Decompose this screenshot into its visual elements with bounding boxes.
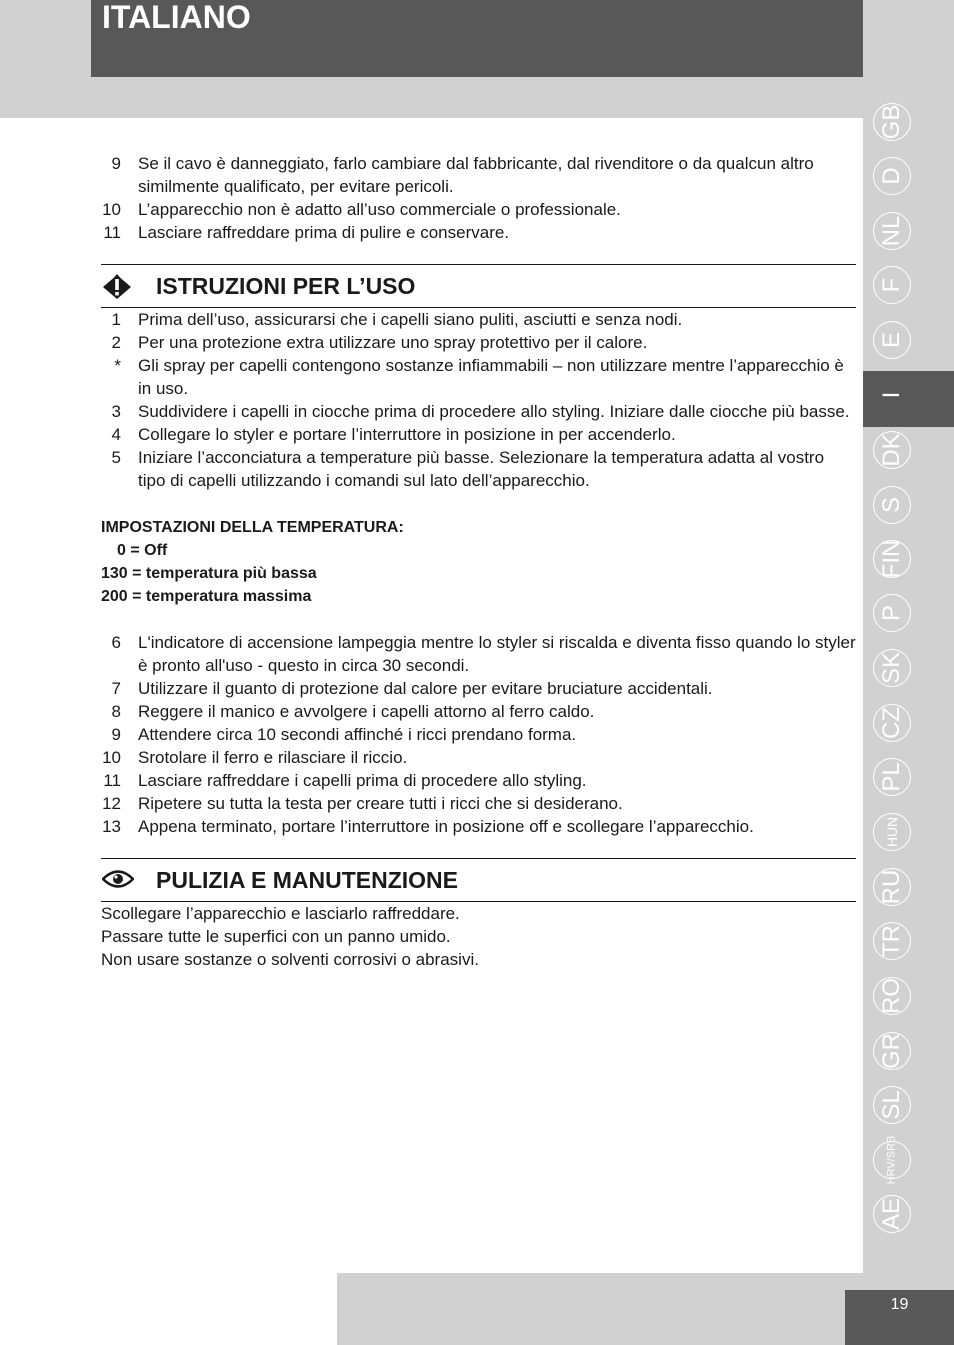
list-item-number: 11 — [103, 771, 121, 790]
language-tab-f[interactable] — [873, 266, 911, 304]
list-item-number: 4 — [111, 425, 121, 444]
language-tab-label: GB — [878, 104, 905, 140]
language-tab-gb[interactable] — [873, 103, 911, 141]
language-tab-i[interactable] — [873, 376, 911, 414]
temperature-off: 0 = Off — [117, 542, 168, 559]
list-item-text: Reggere il manico e avvolgere i capelli attorno al ferro caldo. — [138, 702, 595, 721]
list-item-text: Gli spray per capelli contengono sostanze infiammabili – non utilizzare mentre l’apparecchio è in uso. — [138, 356, 844, 398]
list-item-text: Srotolare il ferro e rilasciare il riccio. — [138, 748, 408, 767]
language-tab-label: F — [878, 277, 905, 293]
list-item-text: L'indicatore di accensione lampeggia mentre lo styler si riscalda e diventa fisso quando lo styler è pronto all'uso - questo in circa 30 secondi. — [138, 633, 856, 675]
list-item-number: 9 — [111, 154, 121, 173]
list-item-text: Ripetere su tutta la testa per creare tutti i ricci che si desiderano. — [138, 794, 623, 813]
list-item-text: Appena terminato, portare l’interruttore in posizione off e scollegare l’apparecchio. — [138, 817, 754, 836]
usage-list-continued — [101, 631, 856, 838]
intro-list — [101, 152, 856, 244]
list-item-number: 11 — [103, 223, 121, 242]
language-tab-fin[interactable] — [873, 540, 911, 578]
language-tab-label: NL — [878, 215, 905, 247]
list-item-text: Utilizzare il guanto di protezione dal calore per evitare bruciature accidentali. — [138, 679, 713, 698]
page-number: 19 — [890, 1296, 909, 1313]
list-item — [101, 331, 856, 354]
language-tab-d[interactable] — [873, 157, 911, 195]
language-tab-label: S — [878, 496, 905, 514]
list-item-text: Iniziare l’acconciatura a temperature più basse. Selezionare la temperatura adatta al vostro tipo di capelli utilizzando i comandi sul lato dell’apparecchio. — [138, 448, 825, 490]
language-tab-label: HRV/SRB — [885, 1135, 898, 1185]
language-tab-ae[interactable] — [873, 1195, 911, 1233]
warning-icon — [102, 274, 132, 300]
list-item — [101, 423, 856, 446]
language-tab-pl[interactable] — [873, 758, 911, 796]
language-tab-label: PL — [878, 762, 905, 792]
list-item — [101, 677, 856, 700]
language-tab-tr[interactable] — [873, 922, 911, 960]
language-tab-label: HUN — [884, 816, 900, 848]
list-item-text: Prima dell’uso, assicurarsi che i capelli siano puliti, asciutti e senza nodi. — [138, 310, 683, 329]
list-item-text: L’apparecchio non è adatto all’uso commerciale o professionale. — [138, 200, 621, 219]
language-tab-e[interactable] — [873, 321, 911, 359]
language-tab-gr[interactable] — [873, 1032, 911, 1070]
list-item — [101, 769, 856, 792]
list-item-number: 9 — [111, 725, 121, 744]
language-tab-s[interactable] — [873, 486, 911, 524]
language-tab-dk[interactable] — [873, 431, 911, 469]
list-item — [101, 723, 856, 746]
page-number-box — [845, 1290, 954, 1345]
language-tab-label: DK — [878, 433, 905, 467]
language-tab-label: RO — [878, 978, 905, 1014]
list-item-number: 10 — [102, 748, 121, 767]
language-tabs — [863, 100, 954, 1240]
list-item — [101, 152, 856, 198]
language-tab-ro[interactable] — [873, 977, 911, 1015]
temperature-low: 130 = temperatura più bassa — [101, 565, 317, 582]
list-item-number: 10 — [102, 200, 121, 219]
language-tab-label: D — [878, 167, 905, 185]
list-item — [101, 746, 856, 769]
list-item-text: Suddividere i capelli in ciocche prima di procedere allo styling. Iniziare dalle ciocche più basse. — [138, 402, 850, 421]
usage-section-title: ISTRUZIONI PER L’USO — [156, 273, 416, 299]
list-item-number: 13 — [102, 817, 121, 836]
list-item-number: 8 — [111, 702, 121, 721]
language-tab-hun[interactable] — [873, 813, 911, 851]
language-tab-label: E — [878, 331, 905, 349]
language-tab-label: FIN — [878, 539, 905, 579]
list-item — [101, 446, 856, 492]
list-item-text: Se il cavo è danneggiato, farlo cambiare dal fabbricante, dal rivenditore o da qualcun altro similmente qualificato, per evitare pericoli. — [138, 154, 814, 196]
content — [101, 152, 856, 971]
language-tab-label: GR — [878, 1033, 905, 1069]
list-item-number: 6 — [111, 633, 121, 652]
temperature-settings — [101, 516, 856, 608]
usage-section-header — [101, 264, 856, 308]
language-tab-sl[interactable] — [873, 1086, 911, 1124]
cleaning-text — [101, 902, 856, 971]
usage-list — [101, 308, 856, 492]
temperature-heading: IMPOSTAZIONI DELLA TEMPERATURA: — [101, 519, 404, 536]
list-item-text: Lasciare raffreddare i capelli prima di procedere allo styling. — [138, 771, 587, 790]
list-item — [101, 221, 856, 244]
list-item-text: Per una protezione extra utilizzare uno spray protettivo per il calore. — [138, 333, 648, 352]
list-item-number: 7 — [111, 679, 121, 698]
list-item-number: * — [114, 356, 121, 375]
list-item — [101, 631, 856, 677]
eye-icon — [102, 868, 134, 890]
header-bar — [91, 0, 863, 77]
temperature-max: 200 = temperatura massima — [101, 588, 312, 605]
list-item-number: 12 — [102, 794, 121, 813]
language-tab-label: RU — [878, 869, 905, 905]
cleaning-section-header — [101, 858, 856, 902]
language-tab-label: TR — [878, 925, 905, 957]
list-item-number: 2 — [111, 333, 121, 352]
page-title: ITALIANO — [102, 0, 251, 35]
cleaning-line: Passare tutte le superfici con un panno umido. — [101, 927, 451, 946]
footer-strip — [0, 1273, 337, 1345]
language-tab-hrv-srb[interactable] — [873, 1135, 911, 1185]
list-item-number: 5 — [111, 448, 121, 467]
language-tab-sk[interactable] — [873, 649, 911, 687]
list-item — [101, 815, 856, 838]
language-tab-label: AE — [878, 1197, 905, 1231]
list-item — [101, 308, 856, 331]
list-item — [101, 792, 856, 815]
list-item-number: 3 — [111, 402, 121, 421]
language-tab-nl[interactable] — [873, 212, 911, 250]
language-tab-label: I — [878, 391, 905, 399]
list-item — [101, 354, 856, 400]
list-item — [101, 700, 856, 723]
list-item — [101, 400, 856, 423]
language-tab-cz[interactable] — [873, 704, 911, 742]
language-tab-label: SL — [878, 1090, 905, 1120]
language-tab-label: P — [878, 604, 905, 622]
cleaning-line: Scollegare l’apparecchio e lasciarlo raffreddare. — [101, 904, 460, 923]
language-tab-ru[interactable] — [873, 868, 911, 906]
language-tab-label: CZ — [878, 707, 905, 739]
cleaning-line: Non usare sostanze o solventi corrosivi o abrasivi. — [101, 950, 479, 969]
list-item-text: Attendere circa 10 secondi affinché i ricci prendano forma. — [138, 725, 577, 744]
list-item — [101, 198, 856, 221]
cleaning-section-title: PULIZIA E MANUTENZIONE — [156, 867, 458, 893]
list-item-number: 1 — [111, 310, 121, 329]
language-tab-label: SK — [878, 651, 905, 685]
list-item-text: Collegare lo styler e portare l’interruttore in posizione in per accenderlo. — [138, 425, 676, 444]
list-item-text: Lasciare raffreddare prima di pulire e conservare. — [138, 223, 510, 242]
language-tab-p[interactable] — [873, 594, 911, 632]
